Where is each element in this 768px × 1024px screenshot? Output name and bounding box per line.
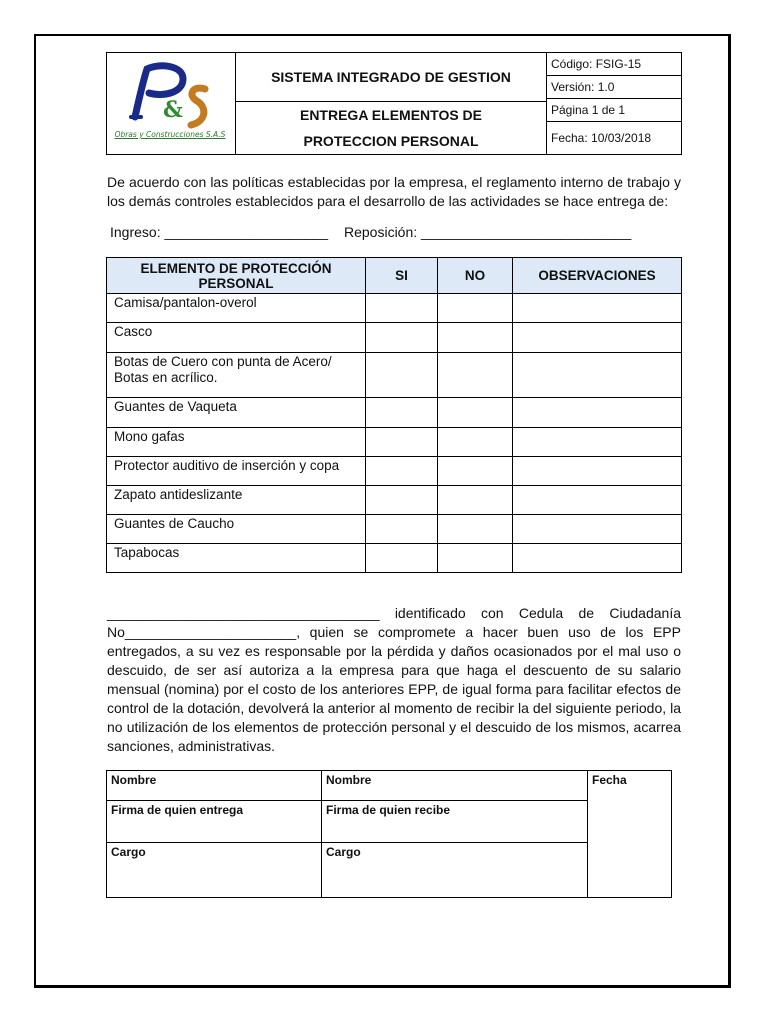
no-cell[interactable] [438, 294, 513, 323]
document-meta [546, 53, 681, 154]
header-si: SI [366, 258, 438, 294]
si-cell[interactable] [366, 457, 438, 486]
firma-recibe-cell[interactable]: Firma de quien recibe [322, 801, 588, 843]
cargo-entrega-cell[interactable]: Cargo [107, 843, 322, 898]
company-logo [107, 53, 236, 154]
observaciones-cell[interactable] [513, 544, 682, 573]
observaciones-cell[interactable] [513, 294, 682, 323]
observaciones-cell[interactable] [513, 353, 682, 398]
epp-item: Casco [107, 323, 366, 353]
no-cell[interactable] [438, 353, 513, 398]
table-row [107, 294, 682, 323]
no-cell[interactable] [438, 544, 513, 573]
doc-version: Versión: 1.0 [547, 76, 681, 99]
table-row [107, 515, 682, 544]
table-row [107, 801, 672, 843]
header-observaciones: OBSERVACIONES [513, 258, 682, 294]
ingreso-field[interactable]: Ingreso: _____________________ [110, 224, 328, 240]
header-no: NO [438, 258, 513, 294]
intro-text: De acuerdo con las políticas establecidas por la empresa, el reglamento interno de trabajo y los demás controles establecidos para el desarrollo de las actividades se hace entrega de: [107, 174, 681, 209]
table-row [107, 771, 672, 801]
epp-item: Protector auditivo de inserción y copa [107, 457, 366, 486]
document-title-line1: ENTREGA ELEMENTOS DE [299, 107, 483, 123]
header-elemento: ELEMENTO DE PROTECCIÓN PERSONAL [107, 258, 366, 294]
observaciones-cell[interactable] [513, 515, 682, 544]
si-cell[interactable] [366, 294, 438, 323]
table-row [107, 544, 682, 573]
observaciones-cell[interactable] [513, 398, 682, 428]
epp-item: Guantes de Caucho [107, 515, 366, 544]
fecha-cell[interactable]: Fecha [588, 771, 672, 898]
no-cell[interactable] [438, 457, 513, 486]
epp-item: Guantes de Vaqueta [107, 398, 366, 428]
commitment-body: No______________________, quien se compromete a hacer buen uso de los EPP entregados, a su vez es responsable por la pérdida y daños ocasionados por el mal uso o descuido, de ser así autoriza a la empresa para que haga el descuento de su salario mensual (nomina) por el costo de los anteriores EPP, de igual forma para facilitar efectos de control de la dotación, devolverá la anterior al momento de recibir la del siguiente periodo, la no utilización de los elementos de protección personal y el descuido de los mismos, acarrea sanciones, administrativas. [107, 624, 681, 754]
epp-item: Zapato antideslizante [107, 486, 366, 515]
table-row [107, 398, 682, 428]
si-cell[interactable] [366, 515, 438, 544]
svg-text:&: & [163, 97, 183, 123]
epp-item: Botas de Cuero con punta de Acero/ Botas en acrílico. [107, 353, 366, 398]
doc-code: Código: FSIG-15 [547, 53, 681, 76]
doc-page: Página 1 de 1 [547, 99, 681, 122]
observaciones-cell[interactable] [513, 323, 682, 353]
table-row [107, 323, 682, 353]
firma-entrega-cell[interactable]: Firma de quien entrega [107, 801, 322, 843]
commitment-paragraph [107, 604, 681, 756]
si-cell[interactable] [366, 323, 438, 353]
system-title: SISTEMA INTEGRADO DE GESTION [236, 53, 546, 102]
reposicion-field[interactable]: Reposición: ___________________________ [343, 224, 632, 240]
observaciones-cell[interactable] [513, 457, 682, 486]
ingreso-reposicion-row [110, 224, 670, 240]
observaciones-cell[interactable] [513, 486, 682, 515]
ps-logo-icon [113, 59, 231, 133]
si-cell[interactable] [366, 486, 438, 515]
no-cell[interactable] [438, 428, 513, 457]
document-header [106, 52, 682, 155]
doc-date: Fecha: 10/03/2018 [551, 131, 652, 145]
table-row [107, 843, 672, 898]
epp-table [106, 257, 682, 573]
no-cell[interactable] [438, 486, 513, 515]
no-cell[interactable] [438, 515, 513, 544]
si-cell[interactable] [366, 544, 438, 573]
epp-table-header [107, 258, 682, 294]
table-row [107, 457, 682, 486]
no-cell[interactable] [438, 323, 513, 353]
cargo-recibe-cell[interactable]: Cargo [322, 843, 588, 898]
si-cell[interactable] [366, 353, 438, 398]
observaciones-cell[interactable] [513, 428, 682, 457]
si-cell[interactable] [366, 428, 438, 457]
epp-item: Tapabocas [107, 544, 366, 573]
table-row [107, 353, 682, 398]
no-cell[interactable] [438, 398, 513, 428]
logo-caption: Obras y Construcciones S.A.S [114, 130, 226, 139]
signature-table [106, 770, 672, 898]
nombre-entrega-cell[interactable]: Nombre [107, 771, 322, 801]
epp-item: Mono gafas [107, 428, 366, 457]
document-title-line2: PROTECCION PERSONAL [303, 133, 479, 149]
table-row [107, 428, 682, 457]
table-row [107, 486, 682, 515]
commitment-line1: ___________________________________ identificado con Cedula de Ciudadanía [107, 605, 681, 621]
epp-item: Camisa/pantalon-overol [107, 294, 366, 323]
document-title [236, 102, 546, 154]
si-cell[interactable] [366, 398, 438, 428]
nombre-recibe-cell[interactable]: Nombre [322, 771, 588, 801]
